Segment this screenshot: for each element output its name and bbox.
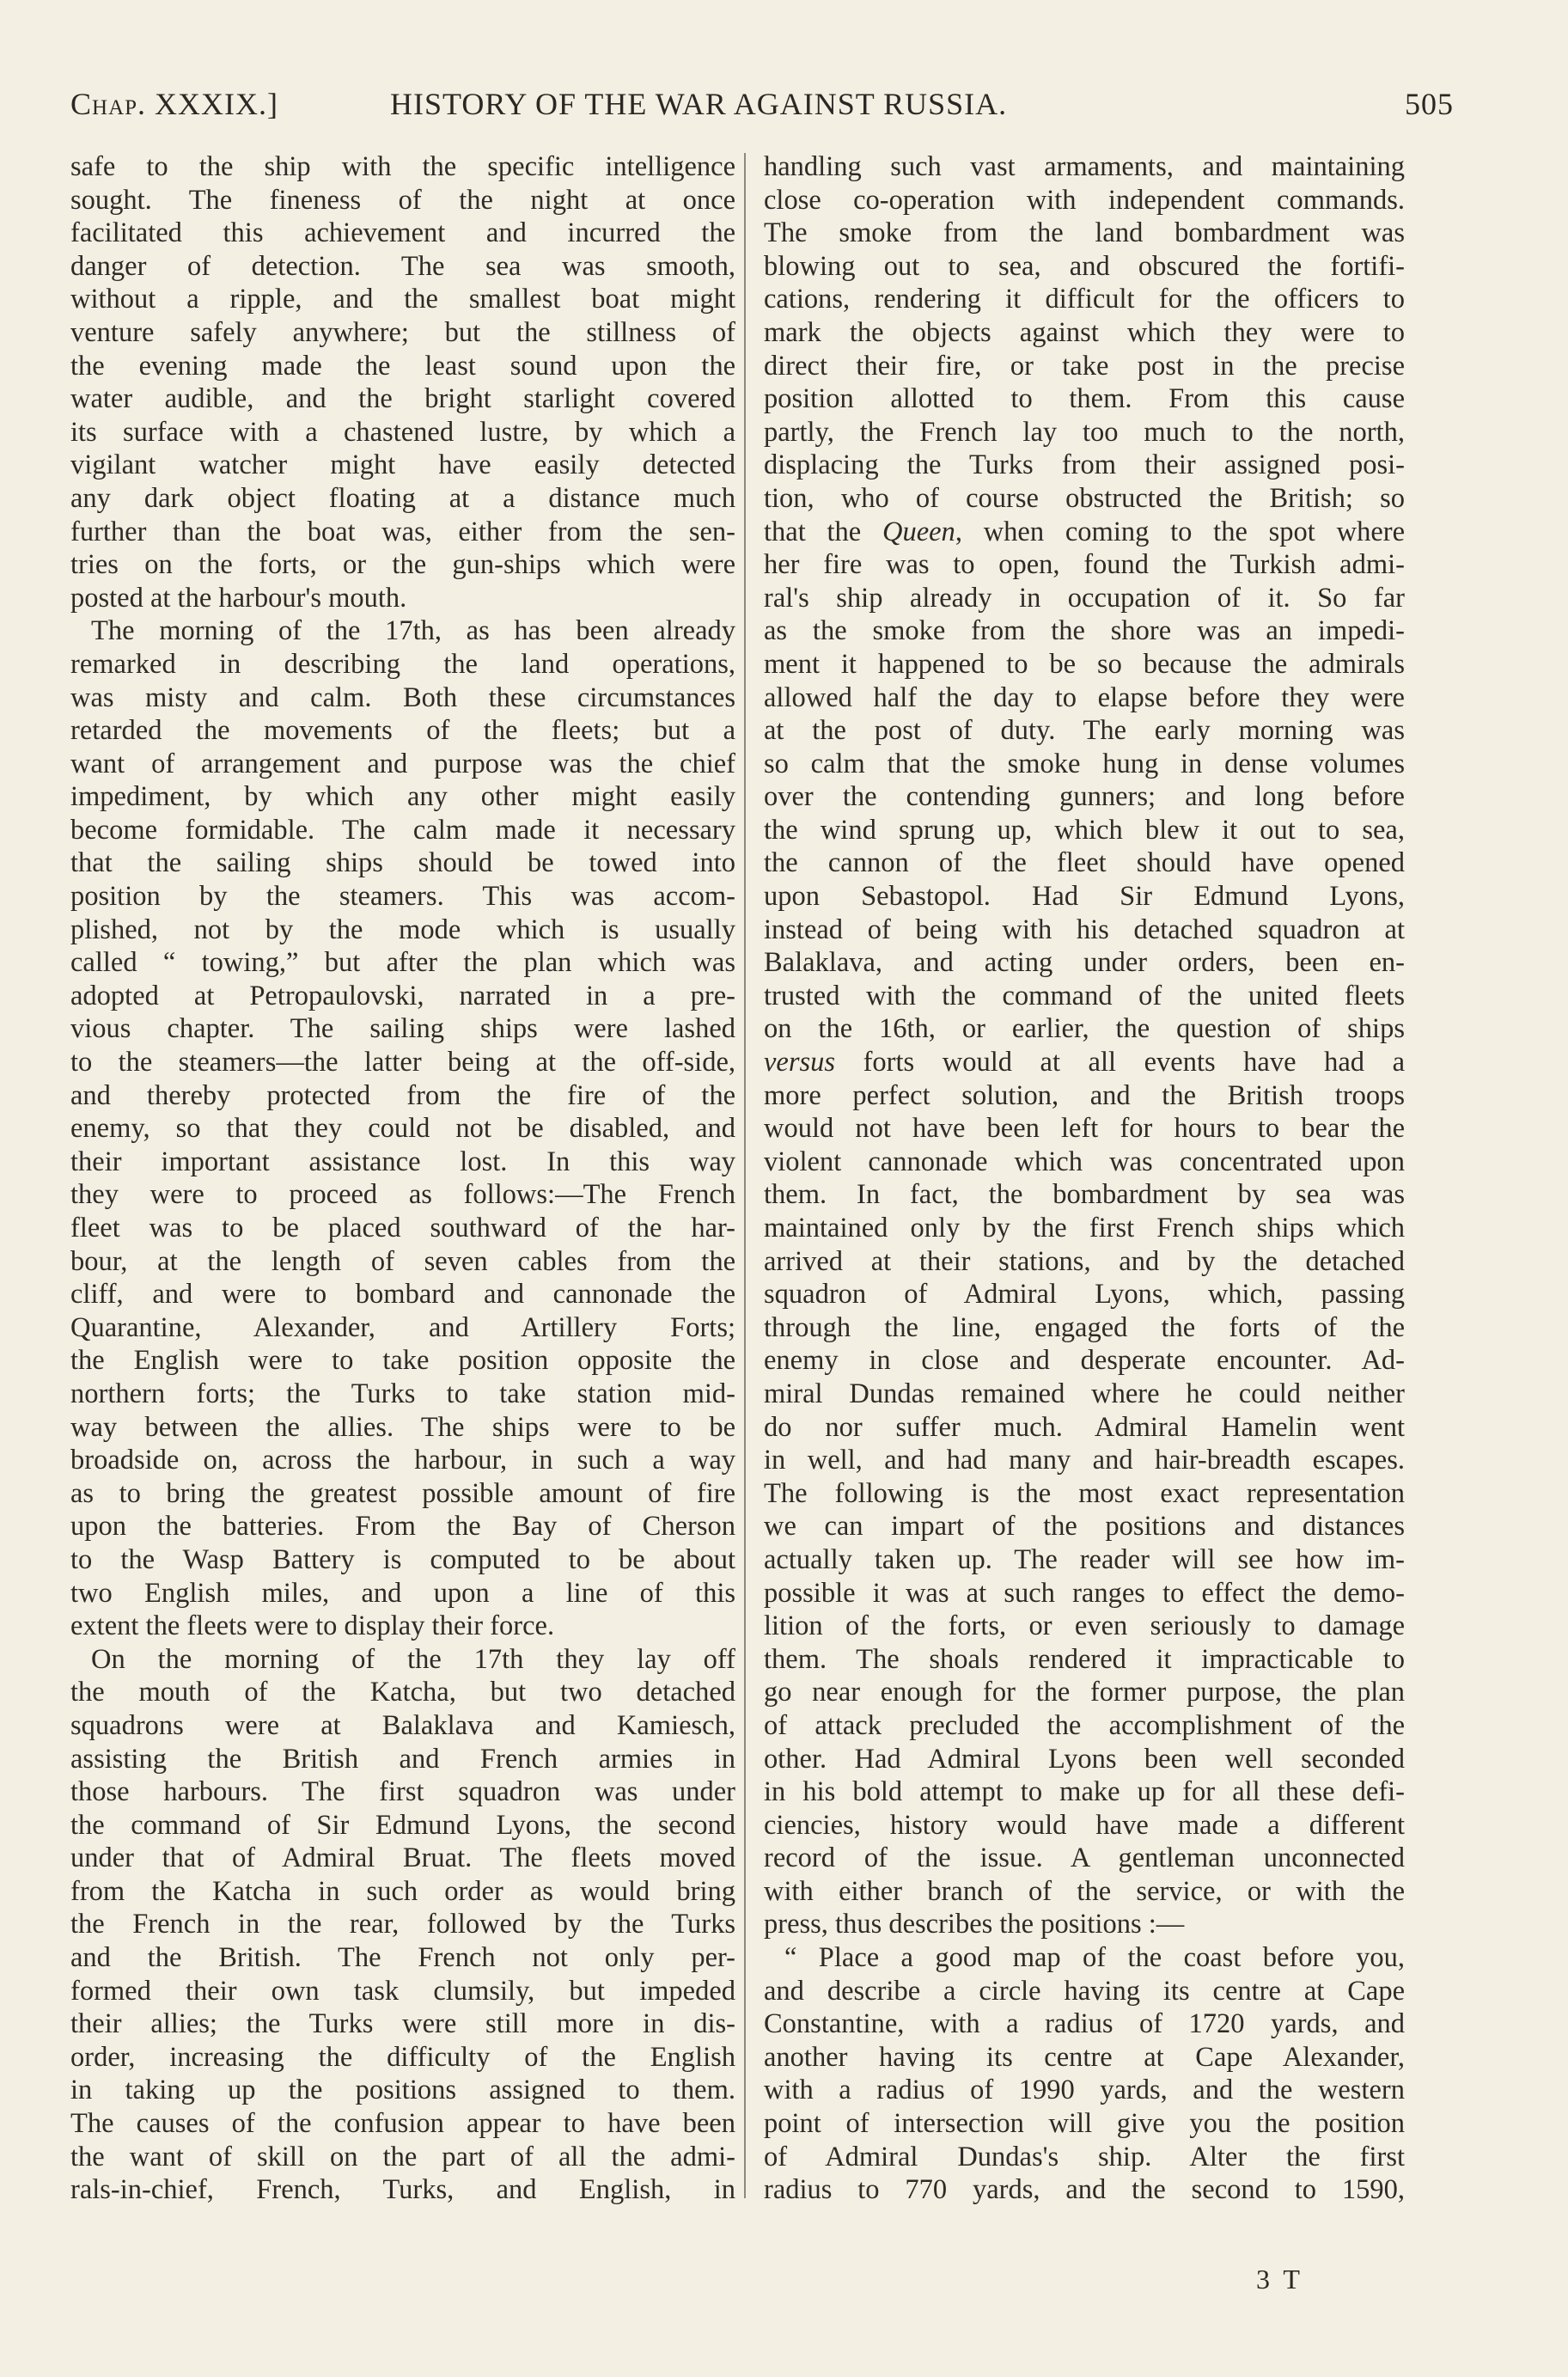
text-line: Balaklava, and acting under orders, been en- xyxy=(764,947,1405,979)
text-line: point of intersection will give you the position xyxy=(764,2108,1405,2140)
text-line: press, thus describes the positions :— xyxy=(764,1909,1185,1940)
text-line: two English miles, and upon a line of this xyxy=(70,1577,735,1609)
text-line: northern forts; the Turks to take station mid- xyxy=(70,1378,735,1409)
text-line: enemy in close and desperate encounter. Ad- xyxy=(764,1345,1405,1377)
text-line: want of arrangement and purpose was the chief xyxy=(70,748,735,779)
text-line: Quarantine, Alexander, and Artillery Forts; xyxy=(70,1311,735,1343)
text-line: safe to the ship with the specific intelligence xyxy=(70,151,735,182)
text-line: of Admiral Dundas's ship. Alter the first xyxy=(764,2141,1405,2172)
text-line: water audible, and the bright starlight covered xyxy=(70,383,735,415)
text-line: broadside on, across the harbour, in such a way xyxy=(70,1445,735,1476)
text-line: more perfect solution, and the British troops xyxy=(764,1079,1405,1111)
text-line: the French in the rear, followed by the Turks xyxy=(70,1909,735,1940)
text-line: Constantine, with a radius of 1720 yards, and xyxy=(764,2008,1405,2040)
text-line: position allotted to them. From this cause xyxy=(764,383,1405,415)
text-line: handling such vast armaments, and maintaining xyxy=(764,151,1405,182)
text-line: the English were to take position opposite the xyxy=(70,1345,735,1377)
text-line: rals-in-chief, French, Turks, and English, in xyxy=(70,2174,735,2206)
text-line: fleet was to be placed southward of the har- xyxy=(70,1213,735,1243)
text-line: any dark object floating at a distance much xyxy=(70,482,735,514)
text-line: their allies; the Turks were still more in dis- xyxy=(70,2008,735,2040)
text-line: partly, the French lay too much to the north, xyxy=(764,416,1405,448)
text-line: maintained only by the first French ships which xyxy=(764,1213,1405,1243)
text-line: position by the steamers. This was accom- xyxy=(70,881,735,913)
text-line: as the smoke from the shore was an impedi- xyxy=(764,615,1405,647)
text-line: cations, rendering it difficult for the officers to xyxy=(764,284,1405,315)
text-line: versus forts would at all events have had a xyxy=(764,1047,1405,1079)
column-divider xyxy=(744,153,746,2198)
text-line: the cannon of the fleet should have opened xyxy=(764,847,1405,879)
text-line: instead of being with his detached squadron at xyxy=(764,914,1405,945)
text-line: order, increasing the difficulty of the English xyxy=(70,2041,735,2073)
text-line: called “ towing,” but after the plan which was xyxy=(70,947,735,979)
text-line: squadron of Admiral Lyons, which, passing xyxy=(764,1279,1405,1311)
text-line: her fire was to open, found the Turkish admi- xyxy=(764,549,1405,581)
text-line: other. Had Admiral Lyons been well seconded xyxy=(764,1743,1405,1775)
text-line: trusted with the command of the united fleets xyxy=(764,980,1405,1011)
text-line: mark the objects against which they were to xyxy=(764,316,1405,348)
page-number: 505 xyxy=(1405,87,1454,121)
text-line: ment it happened to be so because the admirals xyxy=(764,648,1405,680)
text-line: bour, at the length of seven cables from the xyxy=(70,1245,735,1277)
text-line: record of the issue. A gentleman unconnected xyxy=(764,1842,1405,1874)
text-line: in well, and had many and hair-breadth escapes. xyxy=(764,1445,1405,1476)
text-line: the want of skill on the part of all the admi- xyxy=(70,2141,735,2172)
text-line: of attack precluded the accomplishment of the xyxy=(764,1709,1405,1741)
text-line: plished, not by the mode which is usually xyxy=(70,914,735,945)
text-line: posted at the harbour's mouth. xyxy=(70,582,407,614)
text-line: danger of detection. The sea was smooth, xyxy=(70,250,735,282)
text-line: those harbours. The first squadron was under xyxy=(70,1776,735,1808)
text-line: them. In fact, the bombardment by sea was xyxy=(764,1179,1405,1211)
text-line: ral's ship already in occupation of it. So far xyxy=(764,582,1405,614)
printer-signature-mark: 3 T xyxy=(1256,2264,1303,2295)
text-line: we can impart of the positions and distances xyxy=(764,1511,1405,1543)
text-line: arrived at their stations, and by the detached xyxy=(764,1245,1405,1277)
text-line: vigilant watcher might have easily detected xyxy=(70,449,735,481)
text-line: assisting the British and French armies in xyxy=(70,1743,735,1775)
text-line: so calm that the smoke hung in dense volumes xyxy=(764,748,1405,779)
text-line: as to bring the greatest possible amount of fire xyxy=(70,1477,735,1509)
text-line: upon Sebastopol. Had Sir Edmund Lyons, xyxy=(764,881,1405,913)
text-line: the wind sprung up, which blew it out to sea, xyxy=(764,814,1405,846)
text-line: the evening made the least sound upon the xyxy=(70,350,735,382)
text-line: displacing the Turks from their assigned posi- xyxy=(764,449,1405,481)
right-text-column xyxy=(764,150,1405,2207)
text-line: do nor suffer much. Admiral Hamelin went xyxy=(764,1411,1405,1443)
text-line: under that of Admiral Bruat. The fleets moved xyxy=(70,1842,735,1874)
text-line: possible it was at such ranges to effect the demo- xyxy=(764,1577,1405,1609)
text-line: radius to 770 yards, and the second to 1590, xyxy=(764,2174,1405,2206)
text-line: was misty and calm. Both these circumstances xyxy=(70,681,735,713)
text-line: their important assistance lost. In this way xyxy=(70,1146,735,1177)
text-line: “ Place a good map of the coast before you, xyxy=(784,1942,1405,1974)
text-line: blowing out to sea, and obscured the fortifi- xyxy=(764,250,1405,282)
text-line: On the morning of the 17th they lay off xyxy=(91,1643,735,1675)
text-line: and describe a circle having its centre at Cape xyxy=(764,1975,1405,2007)
text-line: become formidable. The calm made it necessary xyxy=(70,814,735,846)
text-line: ciencies, history would have made a different xyxy=(764,1809,1405,1841)
text-line: venture safely anywhere; but the stillness of xyxy=(70,316,735,348)
text-line: extent the fleets were to display their force. xyxy=(70,1610,555,1642)
text-line: actually taken up. The reader will see how im- xyxy=(764,1543,1405,1575)
text-line: direct their fire, or take post in the precise xyxy=(764,350,1405,382)
text-line: facilitated this achievement and incurred the xyxy=(70,217,735,249)
text-line: at the post of duty. The early morning was xyxy=(764,715,1405,747)
text-line: allowed half the day to elapse before they were xyxy=(764,681,1405,713)
text-line: way between the allies. The ships were to be xyxy=(70,1411,735,1443)
text-line: without a ripple, and the smallest boat might xyxy=(70,284,735,315)
running-head xyxy=(70,86,1454,129)
text-line: upon the batteries. From the Bay of Cherson xyxy=(70,1511,735,1543)
text-line: in taking up the positions assigned to them. xyxy=(70,2075,735,2106)
text-line: formed their own task clumsily, but impeded xyxy=(70,1975,735,2007)
text-line: they were to proceed as follows:—The French xyxy=(70,1179,735,1211)
text-line: them. The shoals rendered it impracticable to xyxy=(764,1643,1405,1675)
text-line: would not have been left for hours to bear the xyxy=(764,1113,1405,1145)
text-line: the command of Sir Edmund Lyons, the second xyxy=(70,1809,735,1841)
text-line: on the 16th, or earlier, the question of ships xyxy=(764,1013,1405,1045)
text-line: lition of the forts, or even seriously to damage xyxy=(764,1610,1405,1642)
text-line: The causes of the confusion appear to have been xyxy=(70,2108,735,2140)
chapter-label: Chap. XXXIX.] xyxy=(70,87,278,121)
text-line: tion, who of course obstructed the British; so xyxy=(764,482,1405,514)
text-line: through the line, engaged the forts of the xyxy=(764,1311,1405,1343)
text-line: and the British. The French not only per- xyxy=(70,1942,735,1974)
text-line: that the sailing ships should be towed into xyxy=(70,847,735,879)
text-line: remarked in describing the land operations, xyxy=(70,648,735,680)
text-line: impediment, by which any other might easily xyxy=(70,781,735,813)
text-line: another having its centre at Cape Alexander, xyxy=(764,2041,1405,2073)
text-line: go near enough for the former purpose, the plan xyxy=(764,1677,1405,1708)
text-line: adopted at Petropaulovski, narrated in a pre- xyxy=(70,980,735,1011)
left-text-column xyxy=(70,150,735,2207)
text-line: to the steamers—the latter being at the off-side, xyxy=(70,1047,735,1079)
text-line: vious chapter. The sailing ships were lashed xyxy=(70,1013,735,1045)
text-line: with a radius of 1990 yards, and the western xyxy=(764,2075,1405,2106)
text-line: the mouth of the Katcha, but two detached xyxy=(70,1677,735,1708)
text-line: enemy, so that they could not be disabled, and xyxy=(70,1113,735,1145)
text-line: its surface with a chastened lustre, by which a xyxy=(70,416,735,448)
text-line: and thereby protected from the fire of the xyxy=(70,1079,735,1111)
text-line: in his bold attempt to make up for all these defi- xyxy=(764,1776,1405,1808)
text-line: to the Wasp Battery is computed to be about xyxy=(70,1543,735,1575)
text-line: cliff, and were to bombard and cannonade the xyxy=(70,1279,735,1311)
text-line: squadrons were at Balaklava and Kamiesch, xyxy=(70,1709,735,1741)
text-line: sought. The fineness of the night at once xyxy=(70,184,735,216)
running-title: HISTORY OF THE WAR AGAINST RUSSIA. xyxy=(390,87,1008,121)
text-line: further than the boat was, either from the sen- xyxy=(70,516,735,547)
text-line: with either branch of the service, or with the xyxy=(764,1875,1405,1907)
text-line: close co-operation with independent commands. xyxy=(764,184,1405,216)
text-line: miral Dundas remained where he could neither xyxy=(764,1378,1405,1409)
text-line: from the Katcha in such order as would bring xyxy=(70,1875,735,1907)
text-line: The following is the most exact representation xyxy=(764,1477,1405,1509)
text-line: that the Queen, when coming to the spot where xyxy=(764,516,1405,547)
text-line: tries on the forts, or the gun-ships which were xyxy=(70,549,735,581)
text-line: The morning of the 17th, as has been already xyxy=(91,615,735,647)
text-line: retarded the movements of the fleets; but a xyxy=(70,715,735,747)
text-line: The smoke from the land bombardment was xyxy=(764,217,1405,249)
text-line: violent cannonade which was concentrated upon xyxy=(764,1146,1405,1177)
text-line: over the contending gunners; and long before xyxy=(764,781,1405,813)
